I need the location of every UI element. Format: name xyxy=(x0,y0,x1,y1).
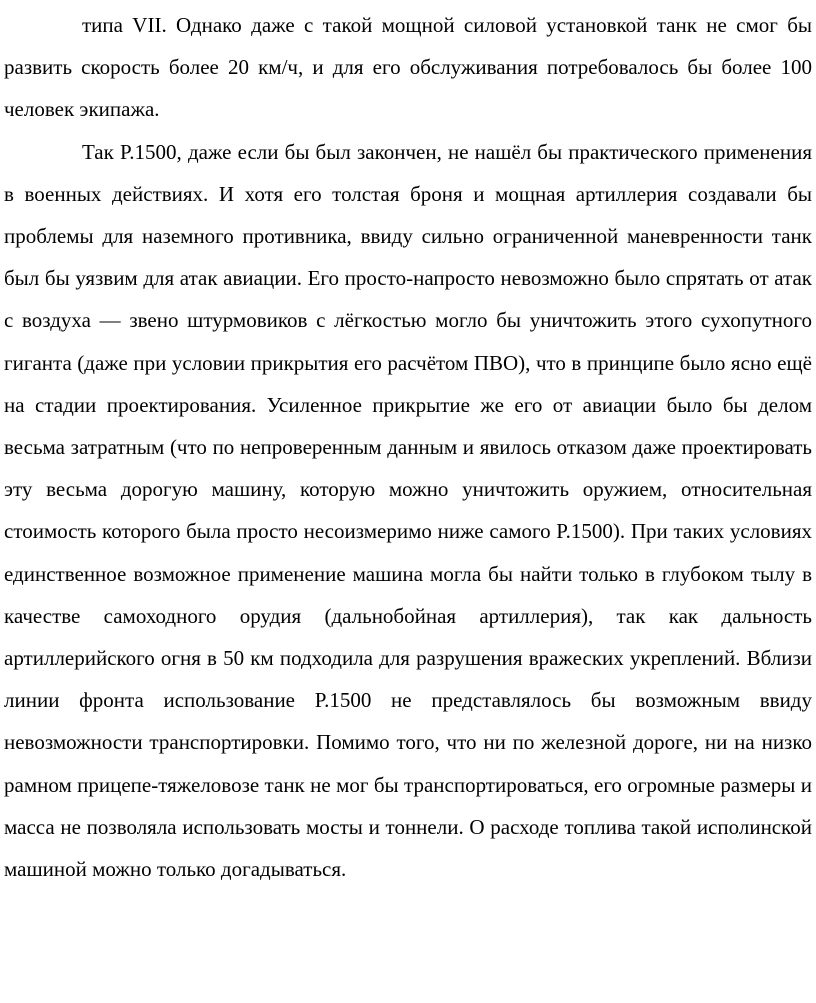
paragraph-tank-specs: типа VII. Однако даже с такой мощной силовой установкой танк не смог бы развить скорость более 20 км/ч, и для его обслуживания потребовалось бы более 100 человек экипажа. xyxy=(4,13,812,122)
paragraph-p1500-analysis: Так P.1500, даже если бы был закончен, не нашёл бы практического применения в военных действиях. И хотя его толстая броня и мощная артиллерия создавали бы проблемы для наземного противника, ввиду сильно ограниченной маневренности танк был бы уязвим для атак авиации. Его просто-напросто невозможно было спрятать от атак с воздуха — звено штурмовиков с лёгкостью могло бы уничтожить этого сухопутного гиганта (даже при условии прикрытия его расчётом ПВО), что в принципе было ясно ещё на стадии проектирования. Усиленное прикрытие же его от авиации было бы делом весьма затратным (что по непроверенным данным и явилось отказом даже проектировать эту весьма дорогую машину, которую можно уничтожить оружием, относительная стоимость которого была просто несоизмеримо ниже самого P.1500). При таких условиях единственное возможное применение машина могла бы найти только в глубоком тылу в качестве самоходного орудия (дальнобойная артиллерия), так как дальность артиллерийского огня в 50 км подходила для разрушения вражеских укреплений. Вблизи линии фронта использование P.1500 не представлялось бы возможным ввиду невозможности транспортировки. Помимо того, что ни по железной дороге, ни на низко рамном прицепе-тяжеловозе танк не мог бы транспортироваться, его огромные размеры и масса не позволяла использовать мосты и тоннели. О расходе топлива такой исполинской машиной можно только догадываться. xyxy=(4,139,812,882)
